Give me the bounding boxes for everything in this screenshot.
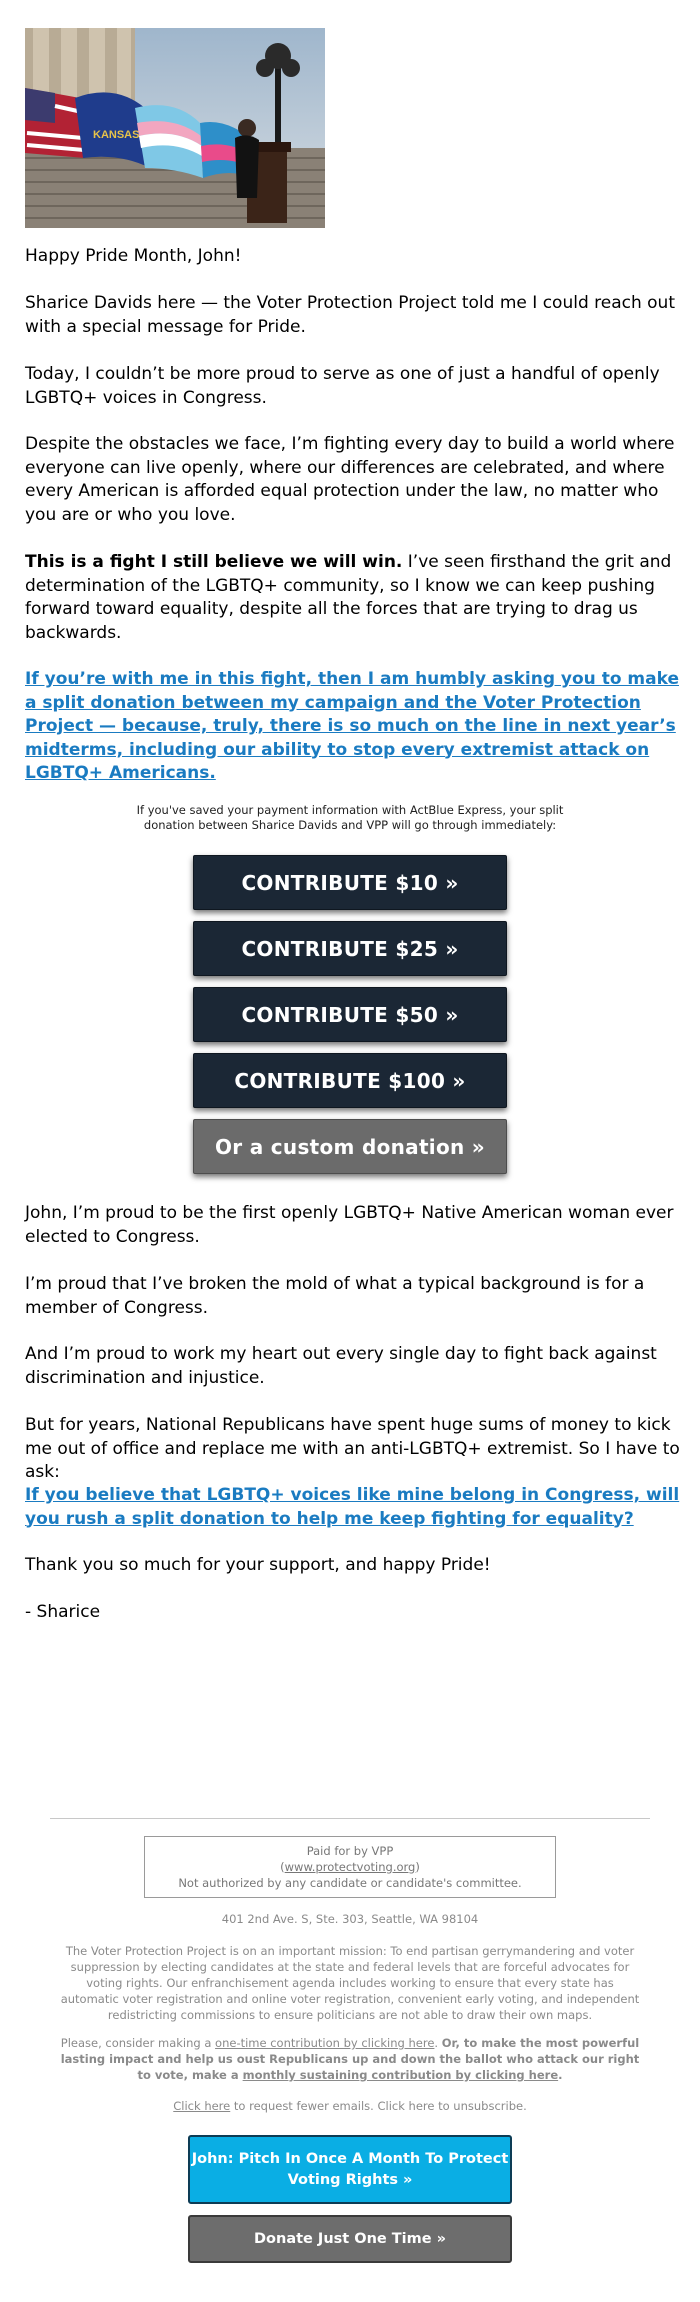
one-time-donation-button[interactable]: Donate Just One Time »: [188, 2215, 512, 2263]
custom-donation-button[interactable]: Or a custom donation »: [193, 1119, 507, 1174]
broken-mold-paragraph: I’m proud that I’ve broken the mold of what a typical background is for a member of Congress.: [25, 1274, 645, 1318]
first-native-paragraph: John, I’m proud to be the first openly LGBTQ+ Native American woman ever elected to Congress.: [25, 1203, 674, 1247]
contribute-25-button[interactable]: CONTRIBUTE $25 »: [193, 921, 507, 976]
fewer-emails-text: [60, 2098, 640, 2114]
fewer-emails-link[interactable]: Click here: [173, 2099, 231, 2113]
one-time-contribution-link[interactable]: one-time contribution by clicking here: [215, 2036, 435, 2050]
consider-end: .: [558, 2068, 563, 2082]
unsubscribe-text[interactable]: to request fewer emails. Click here to unsubscribe.: [230, 2099, 527, 2113]
signoff: - Sharice: [25, 1602, 101, 1622]
actblue-express-note: If you've saved your payment information with ActBlue Express, your split donation between Sharice Davids and VPP will go through immediately:: [136, 803, 564, 832]
paid-for-box: [144, 1836, 556, 1898]
mission-text: The Voter Protection Project is on an important mission: To end partisan gerrymandering and voter suppression by electing candidates at the state and federal levels that are forceful advocates for voting rights. Our enfranchisement agenda includes working to ensure that every state has automatic voter registration and online voter registration, convenient early voting, and independent redistricting commissions to ensure politicians are not able to draw their own maps.: [60, 1944, 640, 2022]
obstacles-paragraph: Despite the obstacles we face, I’m fighting every day to build a world where everyone can live openly, where our differences are celebrated, and where every American is afforded equal protection under the law, no matter who you are or who you love.: [25, 434, 675, 525]
monthly-contribution-link[interactable]: monthly sustaining contribution by clicking here: [242, 2068, 559, 2082]
paid-url-open: (: [280, 1860, 285, 1874]
consider-bold: Or, to make the most powerful lasting impact and help us oust Republicans up and down the ballot who attack our right to vote, make a: [60, 2036, 640, 2082]
fight-bold-text: This is a fight I still believe we will win.: [25, 552, 403, 572]
split-donation-link[interactable]: If you’re with me in this fight, then I am humbly asking you to make a split donation between my campaign and the Voter Protection Project — because, truly, there is so much on the line in next year’s midterms, including our ability to stop every extremist attack on LGBTQ+ Americans.: [25, 669, 679, 783]
consider-pre: Please, consider making a: [60, 2036, 216, 2050]
consider-contribution-text: [60, 2035, 640, 2083]
consider-mid: .: [434, 2036, 442, 2050]
contribute-10-button[interactable]: CONTRIBUTE $10 »: [193, 855, 507, 910]
paid-by-text: Paid for by VPP: [306, 1844, 394, 1858]
intro-paragraph: Sharice Davids here — the Voter Protection Project told me I could reach out with a special message for Pride.: [25, 293, 675, 337]
hero-photo-illustration: [25, 28, 325, 228]
paid-url-line: [145, 1859, 555, 1875]
paid-url-close: ): [415, 1860, 420, 1874]
footer-divider: [50, 1818, 650, 1819]
work-heart-paragraph: And I’m proud to work my heart out every single day to fight back against discrimination and injustice.: [25, 1344, 657, 1388]
pride-paragraph: Today, I couldn’t be more proud to serve as one of just a handful of openly LGBTQ+ voices in Congress.: [25, 364, 660, 408]
fight-paragraph: [25, 551, 680, 645]
thank-you-paragraph: Thank you so much for your support, and happy Pride!: [25, 1555, 491, 1575]
not-authorized-text: Not authorized by any candidate or candidate's committee.: [178, 1876, 522, 1890]
fight-rest-text: I’ve seen firsthand the grit and determination of the LGBTQ+ community, so I know we can keep pushing forward toward equality, despite all the forces that are trying to drag us backwards.: [25, 552, 672, 643]
vpp-website-link[interactable]: www.protectvoting.org: [284, 1860, 416, 1874]
greeting: Happy Pride Month, John!: [25, 246, 242, 266]
mailing-address: 401 2nd Ave. S, Ste. 303, Seattle, WA 98104: [221, 1912, 479, 1926]
rush-donation-link[interactable]: If you believe that LGBTQ+ voices like mine belong in Congress, will you rush a split donation to help me keep fighting for equality?: [25, 1485, 680, 1529]
contribute-100-button[interactable]: CONTRIBUTE $100 »: [193, 1053, 507, 1108]
republicans-paragraph: But for years, National Republicans have spent huge sums of money to kick me out of office and replace me with an anti-LGBTQ+ extremist. So I have to ask:: [25, 1415, 680, 1482]
contribute-50-button[interactable]: CONTRIBUTE $50 »: [193, 987, 507, 1042]
hero-image: [25, 28, 325, 228]
monthly-donation-button[interactable]: John: Pitch In Once A Month To Protect Voting Rights »: [188, 2135, 512, 2204]
svg-text:KANSAS: KANSAS: [93, 129, 140, 141]
